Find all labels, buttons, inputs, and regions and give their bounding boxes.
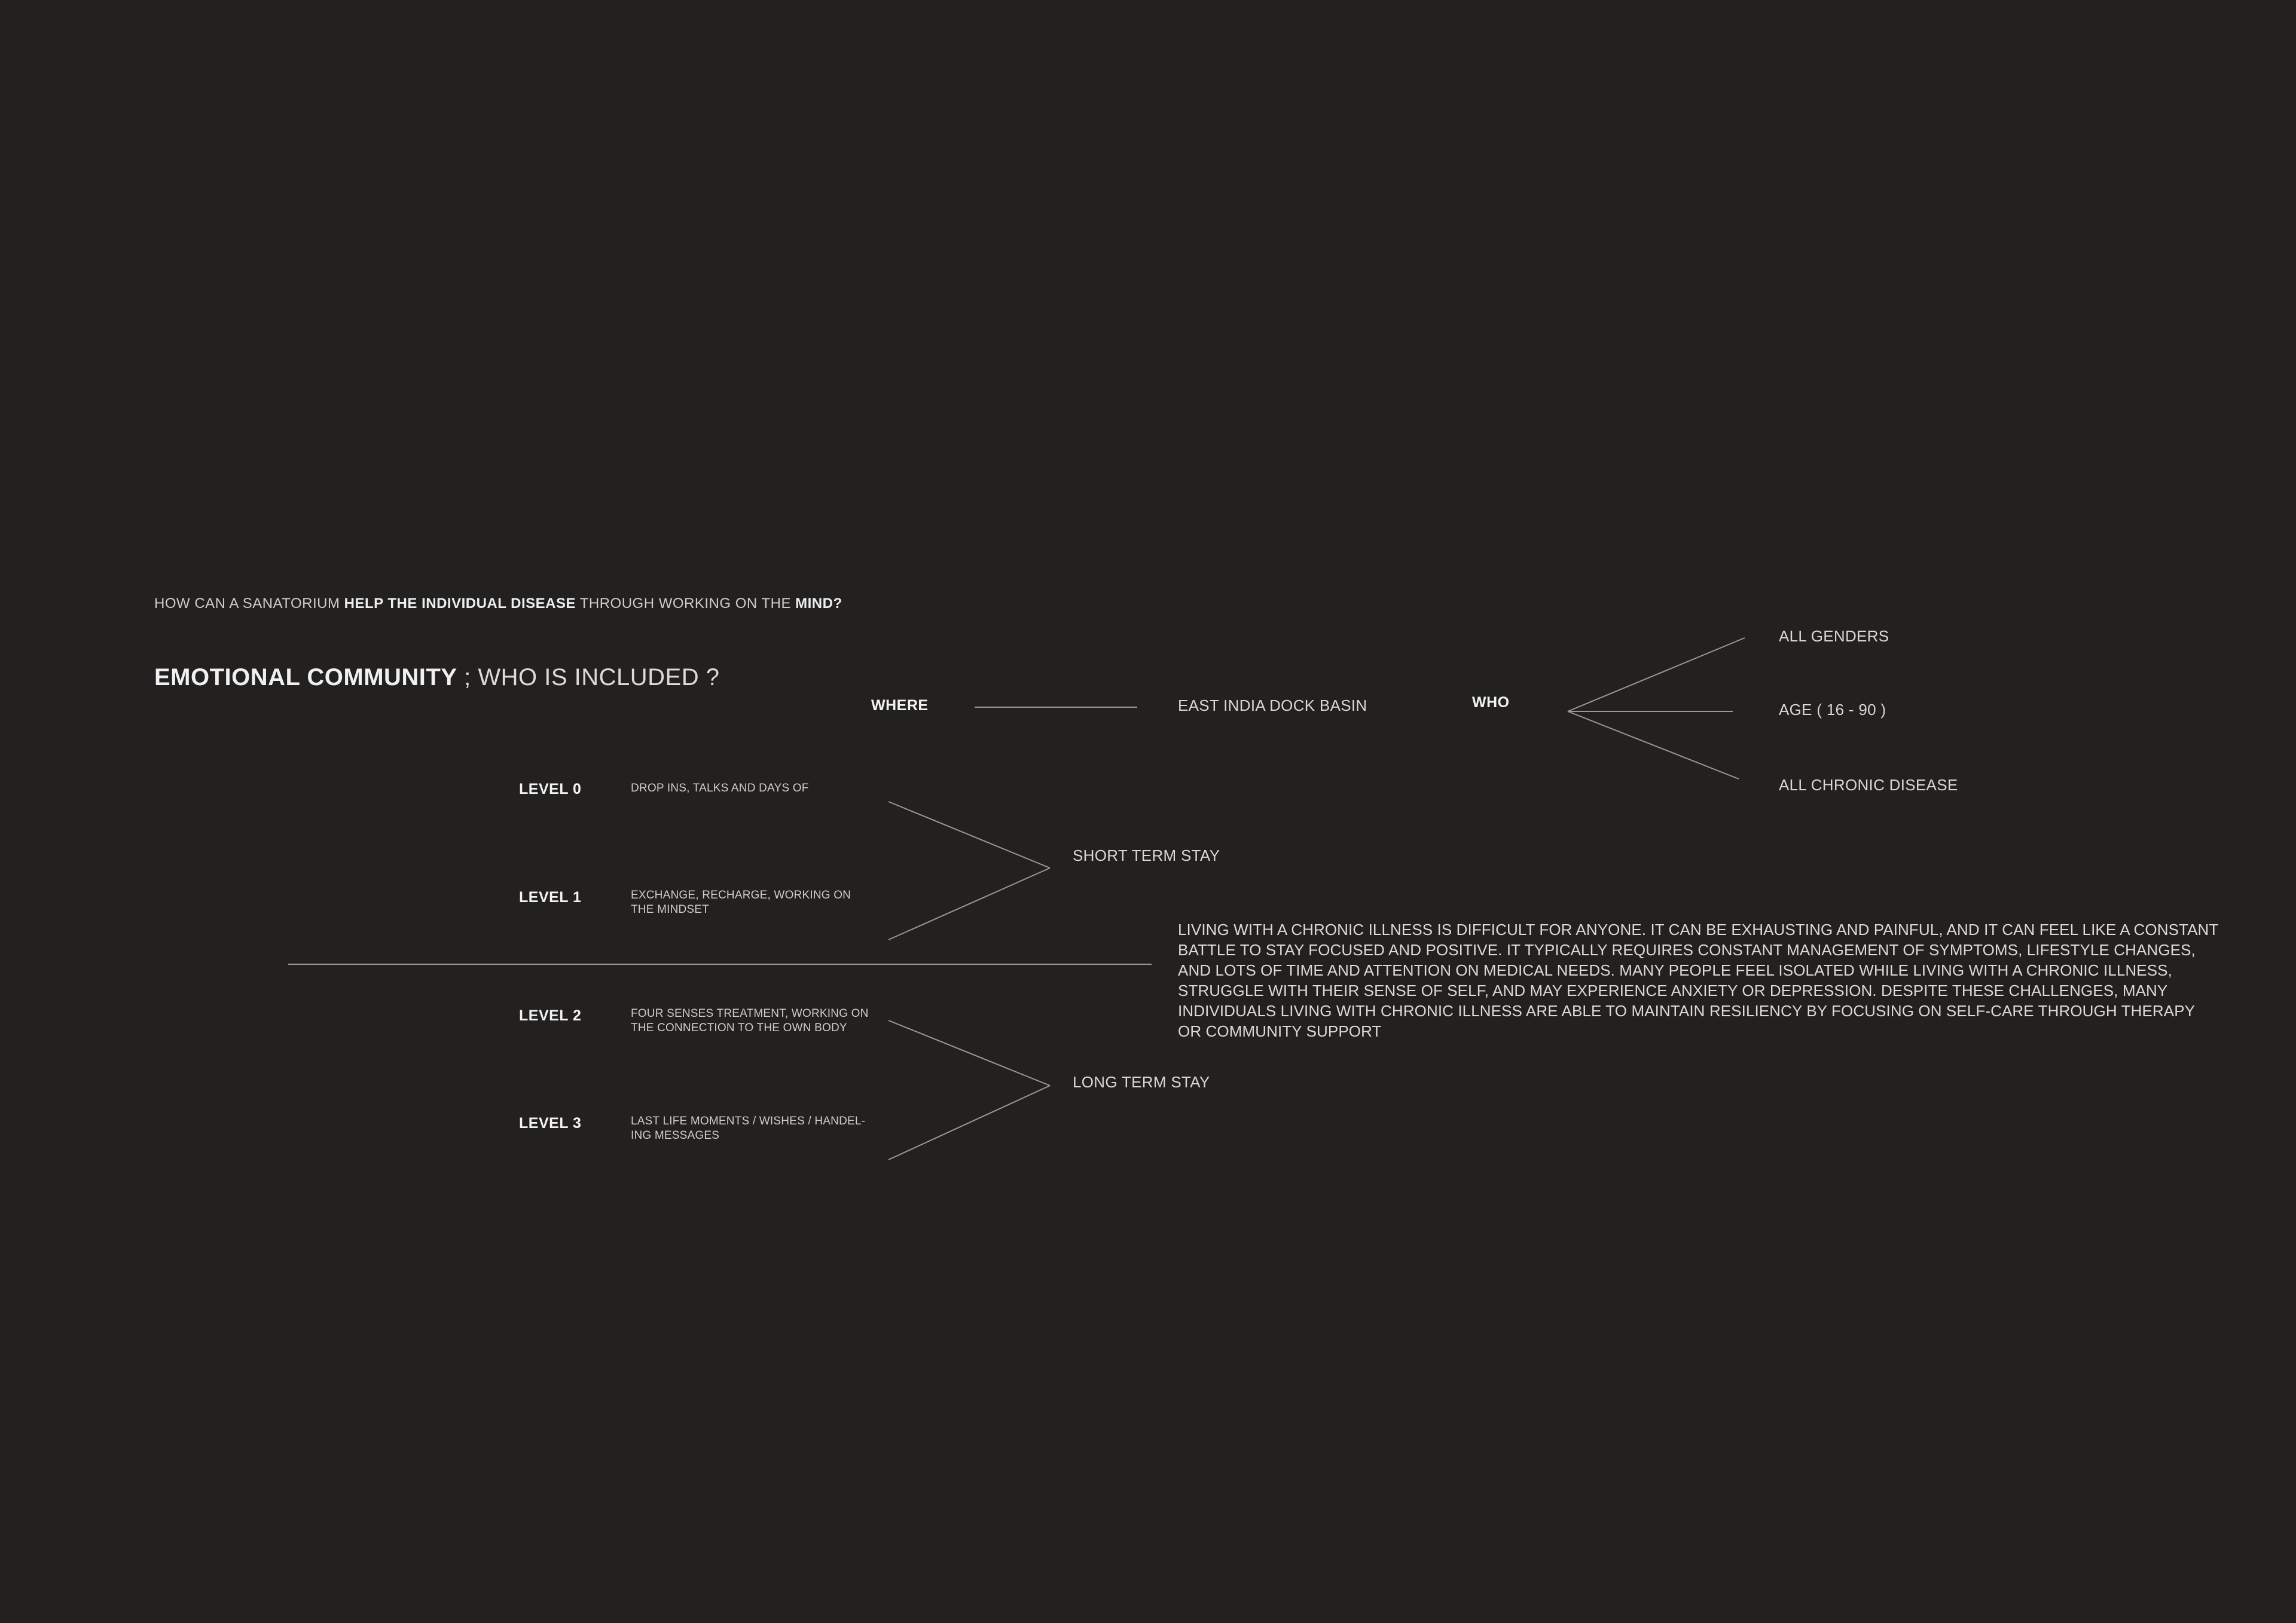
level1-short-stay-line <box>889 868 1050 940</box>
who-label: WHO <box>1472 694 1510 711</box>
page-title <box>154 664 719 691</box>
level-0-desc: DROP INS, TALKS AND DAYS OF <box>631 782 809 794</box>
short-term-stay-label: SHORT TERM STAY <box>1073 846 1220 864</box>
who-item-disease: ALL CHRONIC DISEASE <box>1779 776 1958 794</box>
title-bold: EMOTIONAL COMMUNITY <box>154 664 457 690</box>
question-part1: HOW CAN A SANATORIUM <box>154 595 344 612</box>
who-branch-genders-line <box>1568 638 1745 711</box>
title-rest: ; WHO IS INCLUDED ? <box>457 664 720 690</box>
question-bold2: MIND? <box>795 595 842 612</box>
research-question <box>154 595 842 612</box>
chronic-illness-paragraph: LIVING WITH A CHRONIC ILLNESS IS DIFFICULT FOR ANYONE. IT CAN BE EXHAUSTING AND PAINFUL, AND IT CAN FEEL LIKE A CONSTANT BATTLE TO STAY FOCUSED AND POSITIVE. IT TYPICALLY REQUIRES CONSTANT MANAGEMENT OF SYMPTOMS, LIFESTYLE CHANGES, AND LOTS OF TIME AND ATTENTION ON MEDICAL NEEDS. MANY PEOPLE FEEL ISOLATED WHILE LIVING WITH A CHRONIC ILLNESS, STRUGGLE WITH THEIR SENSE OF SELF, AND MAY EXPERIENCE ANXIETY OR DEPRESSION. DESPITE THESE CHALLENGES, MANY INDIVIDUALS LIVING WITH CHRONIC ILLNESS ARE ABLE TO MAINTAIN RESILIENCY BY FOCUSING ON SELF-CARE THROUGH THERAPY OR COMMUNITY SUPPORT <box>1178 921 2218 1040</box>
question-part2: THROUGH WORKING ON THE <box>576 595 796 612</box>
level-1-desc: EXCHANGE, RECHARGE, WORKING ON THE MINDSET <box>631 889 851 916</box>
level-2-desc: FOUR SENSES TREATMENT, WORKING ON THE CONNECTION TO THE OWN BODY <box>631 1007 869 1034</box>
question-bold1: HELP THE INDIVIDUAL DISEASE <box>344 595 576 612</box>
level3-long-stay-line <box>889 1086 1050 1160</box>
level-3-desc: LAST LIFE MOMENTS / WISHES / HANDEL-ING MESSAGES <box>631 1115 866 1142</box>
who-branch-disease-line <box>1568 711 1739 779</box>
level-0-label: LEVEL 0 <box>519 781 582 797</box>
who-item-genders: ALL GENDERS <box>1779 627 1889 645</box>
level0-short-stay-line <box>889 802 1050 868</box>
level-1-label: LEVEL 1 <box>519 889 582 906</box>
who-item-age: AGE ( 16 - 90 ) <box>1779 701 1886 719</box>
long-term-stay-label: LONG TERM STAY <box>1073 1073 1210 1091</box>
where-label: WHERE <box>871 697 929 714</box>
level-3-label: LEVEL 3 <box>519 1115 582 1132</box>
level-2-label: LEVEL 2 <box>519 1007 582 1024</box>
level2-long-stay-line <box>889 1020 1050 1086</box>
where-value: EAST INDIA DOCK BASIN <box>1178 696 1367 714</box>
